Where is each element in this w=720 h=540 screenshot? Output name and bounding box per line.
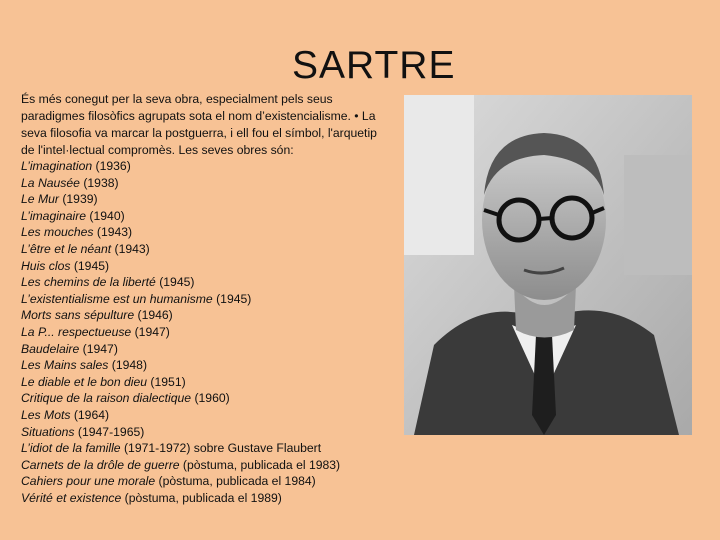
work-item — [21, 407, 411, 424]
work-detail: (1947) — [131, 324, 170, 339]
work-detail: (1945) — [212, 291, 252, 306]
work-title: Les Mains sales — [21, 358, 109, 373]
work-item — [21, 191, 411, 208]
work-detail: (1945) — [155, 275, 195, 290]
work-detail: (1936) — [92, 159, 131, 173]
work-detail: (pòstuma, publicada el 1983) — [179, 457, 341, 472]
work-item — [21, 357, 411, 374]
portrait-photo — [404, 95, 692, 435]
work-item — [21, 341, 411, 358]
work-item — [21, 324, 411, 341]
work-title: La Nausée — [21, 175, 80, 190]
work-detail: (1947) — [79, 341, 118, 356]
work-item — [21, 457, 411, 474]
work-title: Critique de la raison dialectique — [21, 391, 192, 406]
work-item — [21, 258, 411, 275]
work-title: La P... respectueuse — [21, 324, 132, 339]
work-title: Carnets de la drôle de guerre — [21, 457, 180, 472]
work-title: Situations — [21, 424, 75, 439]
work-title: L’idiot de la famille — [21, 441, 121, 456]
work-title: Les mouches — [21, 225, 94, 240]
work-detail: (1938) — [79, 175, 119, 190]
work-item — [21, 390, 411, 407]
work-detail: (1940) — [86, 208, 125, 223]
work-detail: (1945) — [70, 258, 110, 273]
work-title: L’imagination — [21, 159, 93, 173]
work-item — [21, 307, 411, 324]
work-title: L’être et le néant — [21, 241, 112, 256]
work-title: Baudelaire — [21, 341, 80, 356]
work-item — [21, 158, 411, 175]
work-title: Le Mur — [21, 192, 59, 207]
work-item — [21, 224, 411, 241]
work-title: Le diable et le bon dieu — [21, 374, 148, 389]
work-item — [21, 208, 411, 225]
intro-paragraph: És més conegut per la seva obra, especialment pels seus paradigmes filosòfics agrupats sota el nom d’existencialisme. • La seva filosofia va marcar la postguerra, i ell fou el símbol, l'arquetip de l'intel·lectual compromès. Les seves obres són: — [21, 92, 377, 157]
work-detail: (pòstuma, publicada el 1989) — [121, 490, 282, 505]
portrait-photo-icon — [404, 95, 692, 435]
work-item — [21, 424, 411, 441]
work-detail: (1947-1965) — [74, 424, 145, 439]
work-title: Les Mots — [21, 407, 71, 422]
work-detail: (1948) — [108, 358, 148, 373]
work-detail: (1971-1972) sobre Gustave Flaubert — [120, 441, 322, 456]
work-title: L’existentialisme est un humanisme — [21, 291, 213, 306]
work-item — [21, 291, 411, 308]
work-detail: (1964) — [70, 407, 110, 422]
work-title: Morts sans sépulture — [21, 308, 135, 323]
work-title: Les chemins de la liberté — [21, 275, 156, 290]
works-list — [21, 158, 411, 506]
work-detail: (pòstuma, publicada el 1984) — [155, 474, 316, 489]
work-item — [21, 490, 411, 507]
work-title: Vérité et existence — [21, 490, 122, 505]
work-detail: (1946) — [134, 308, 173, 323]
work-item — [21, 241, 411, 258]
work-detail: (1960) — [191, 391, 230, 406]
work-title: Cahiers pour une morale — [21, 474, 156, 489]
work-detail: (1943) — [111, 241, 150, 256]
work-item — [21, 473, 411, 490]
slide-title: SARTRE — [292, 44, 456, 87]
work-detail: (1943) — [93, 225, 133, 240]
work-item — [21, 175, 411, 192]
work-title: Huis clos — [21, 258, 71, 273]
work-item — [21, 374, 411, 391]
work-detail: (1939) — [58, 192, 98, 207]
work-item — [21, 274, 411, 291]
work-title: L’imaginaire — [21, 208, 87, 223]
work-item — [21, 440, 411, 457]
work-detail: (1951) — [147, 374, 186, 389]
